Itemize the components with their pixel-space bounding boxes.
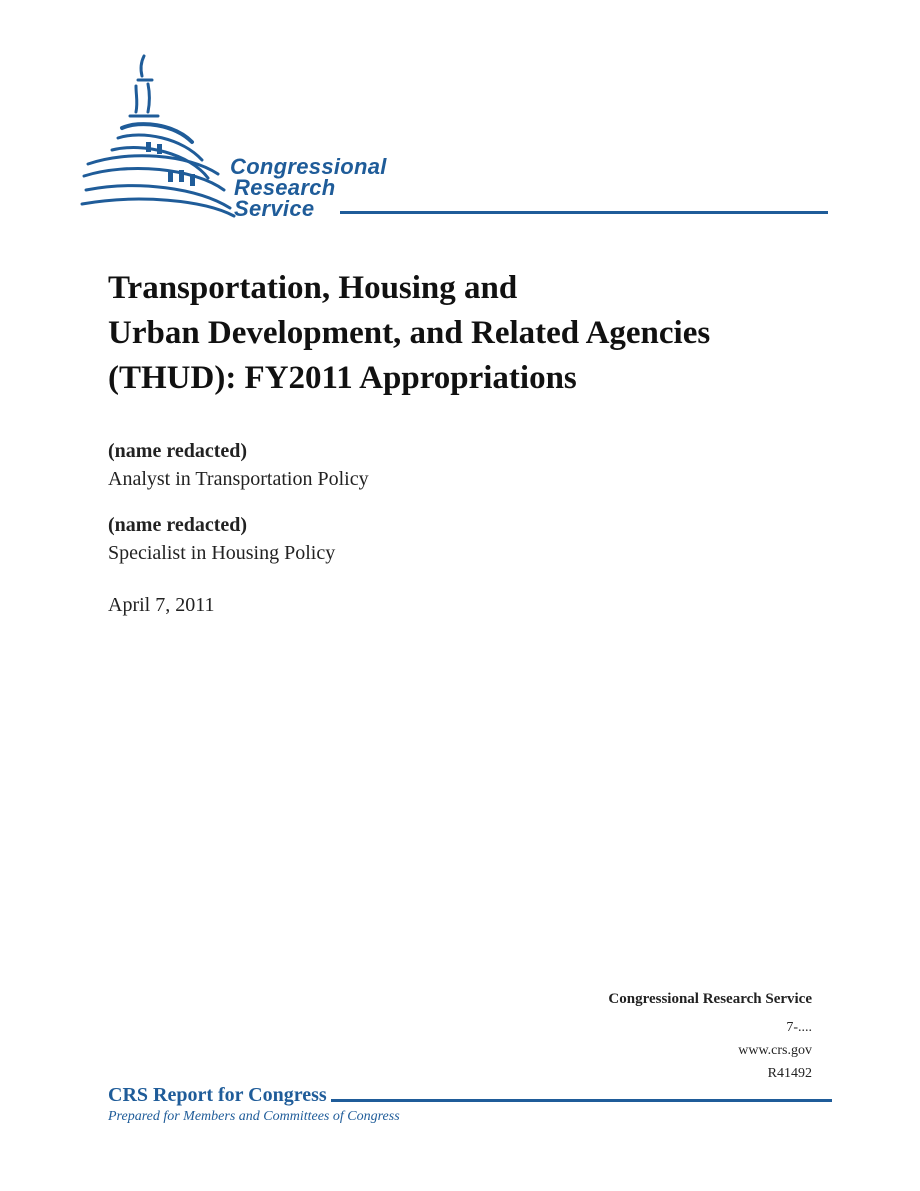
crs-logo-text (230, 156, 387, 219)
report-title (108, 266, 828, 401)
report-series: CRS Report for Congress (108, 1084, 331, 1107)
org-url[interactable]: www.crs.gov (738, 1043, 812, 1058)
title-line-3: (THUD): FY2011 Appropriations (108, 360, 577, 396)
author-role: Specialist in Housing Policy (108, 542, 336, 564)
author-name: (name redacted) (108, 440, 248, 462)
logo-line-congressional: Congressional (230, 154, 387, 179)
logo-divider (340, 211, 828, 214)
org-name: Congressional Research Service (608, 991, 812, 1007)
footer (108, 1084, 832, 1125)
org-phone: 7-.... (786, 1020, 812, 1035)
author-role: Analyst in Transportation Policy (108, 468, 369, 490)
prepared-for: Prepared for Members and Committees of Congress (108, 1109, 400, 1124)
crs-logo (78, 50, 838, 230)
logo-line-research: Research (234, 175, 336, 200)
report-number: R41492 (767, 1066, 812, 1081)
title-line-1: Transportation, Housing and (108, 270, 518, 306)
author-2 (108, 511, 335, 567)
author-name: (name redacted) (108, 514, 248, 536)
capitol-dome-icon (78, 50, 238, 225)
report-date: April 7, 2011 (108, 594, 215, 616)
org-contact-block (608, 988, 812, 1085)
author-1 (108, 437, 369, 493)
logo-line-service: Service (234, 196, 315, 221)
title-line-2: Urban Development, and Related Agencies (108, 315, 711, 351)
